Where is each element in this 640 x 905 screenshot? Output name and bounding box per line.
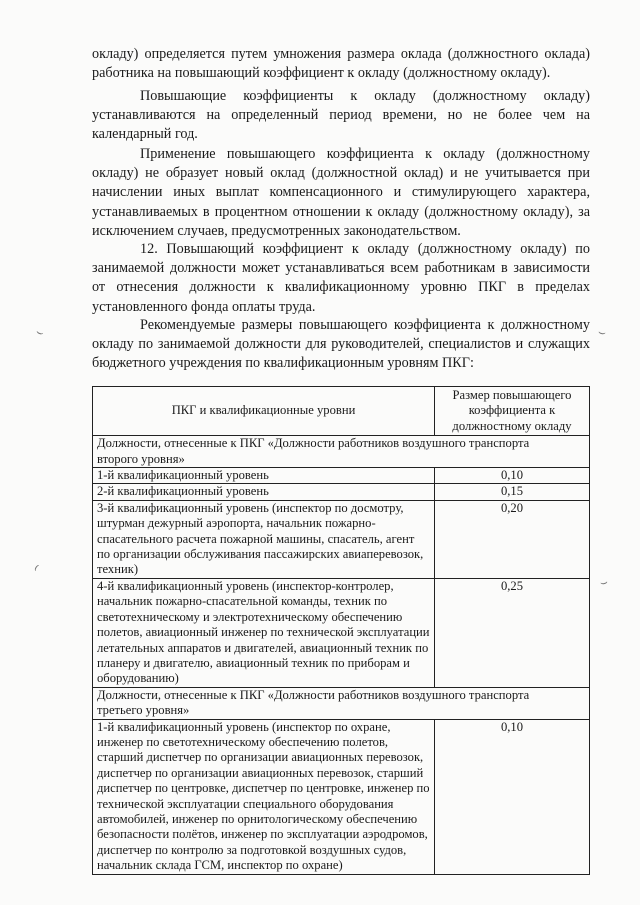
level-cell: 1-й квалификационный уровень	[93, 468, 435, 484]
table-row	[93, 500, 590, 578]
table-group-row	[93, 687, 590, 719]
paragraph-text: 12. Повышающий коэффициент к окладу (должностному окладу) по занимаемой должности может устанавливаться всем работникам в зависимости от отнесения должности к квалификационному уровню ПКГ в пределах установленного фонда оплаты труда.	[92, 241, 590, 315]
level-cell: 1-й квалификационный уровень (инспектор по охране, инженер по светотехническому обеспечению полетов, старший диспетчер по организации авиационных перевозок, диспетчер по организации авиационных перевозок, старший диспетчер по центровке, диспетчер по центровке, инженер по технической эксплуатации специального оборудования автомобилей, инженер по орнитологическому обеспечению безопасности полётов, инженер по эксплуатации аэродромов, диспетчер по контролю за подготовкой воздушных судов, начальник склада ГСМ, инспектор по охране)	[93, 719, 435, 874]
value-cell: 0,15	[435, 484, 590, 500]
table-group-row	[93, 436, 590, 468]
value-cell: 0,10	[435, 719, 590, 874]
scan-mark: ⌣	[598, 574, 609, 590]
level-cell: 2-й квалификационный уровень	[93, 484, 435, 500]
coefficient-table	[92, 386, 590, 875]
value-cell: 0,25	[435, 578, 590, 687]
table-row	[93, 719, 590, 874]
scan-mark: ⌢	[27, 560, 44, 575]
group-title: Должности, отнесенные к ПКГ «Должности работников воздушного транспорта третьего уровня»	[93, 687, 590, 719]
paragraph-text: Повышающие коэффициенты к окладу (должностному окладу) устанавливаются на определенный период времени, но не более чем на календарный год.	[92, 88, 590, 143]
table-header-row	[93, 387, 590, 436]
group-title: Должности, отнесенные к ПКГ «Должности работников воздушного транспорта второго уровня»	[93, 436, 590, 468]
paragraph-coefficient-application	[92, 145, 590, 241]
table-row	[93, 484, 590, 500]
header-levels: ПКГ и квалификационные уровни	[93, 387, 435, 436]
value-cell: 0,10	[435, 468, 590, 484]
level-cell: 3-й квалификационный уровень (инспектор по досмотру, штурман дежурный аэропорта, начальник пожарно-спасательного расчета пожарной машины, спасатель, агент по организации обслуживания пассажирских авиаперевозок, техник)	[93, 500, 435, 578]
table-row	[93, 468, 590, 484]
paragraph-item-12	[92, 240, 590, 317]
value-cell: 0,20	[435, 500, 590, 578]
paragraph-text: Рекомендуемые размеры повышающего коэффициента к должностному окладу по занимаемой должности для руководителей, специалистов и служащих бюджетного учреждения по квалификационным уровням ПКГ:	[92, 317, 590, 372]
paragraph-recommended-sizes	[92, 316, 590, 374]
scan-mark: ⌣	[34, 324, 47, 340]
paragraph-text: Применение повышающего коэффициента к окладу (должностному окладу) не образует новый оклад (должностной оклад) и не учитывается при начислении иных выплат компенсационного и стимулирующего характера, устанавливаемых в процентном отношении к окладу (должностному окладу), за исключением случаев, предусмотренных законодательством.	[92, 146, 590, 239]
scan-mark: ⌣	[596, 324, 608, 340]
table-row	[93, 578, 590, 687]
level-cell: 4-й квалификационный уровень (инспектор-контролер, начальник пожарно-спасательной команды, техник по светотехническому и электротехническому обеспечению полетов, авиационный инженер по технической эксплуатации летательных аппаратов и двигателей, авиационный техник по планеру и двигателю, авиационный техник по приборам и оборудованию)	[93, 578, 435, 687]
header-coefficient: Размер повышающего коэффициента к должностному окладу	[435, 387, 590, 436]
paragraph-coefficient-period	[92, 87, 590, 145]
paragraph-continuation	[92, 45, 590, 83]
paragraph-text: окладу) определяется путем умножения размера оклада (должностного оклада) работника на повышающий коэффициент к окладу (должностному окладу).	[92, 46, 590, 82]
